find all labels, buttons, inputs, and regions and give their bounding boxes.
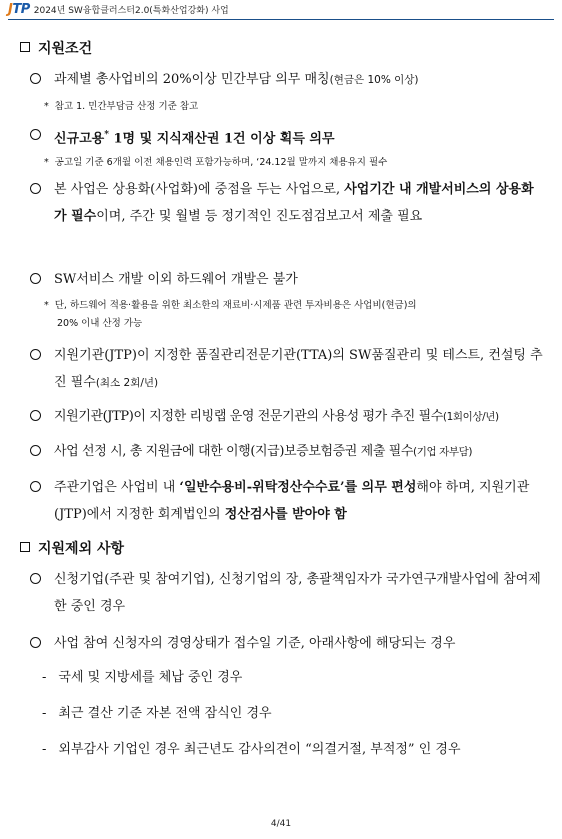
circle-bullet-icon xyxy=(30,183,41,194)
jtp-logo: JTP xyxy=(8,2,30,17)
list-item: SW서비스 개발 이외 하드웨어 개발은 불가 xyxy=(30,266,544,293)
list-item: 과제별 총사업비의 20%이상 민간부담 의무 매칭(현금은 10% 이상) xyxy=(30,66,544,94)
square-bullet-icon xyxy=(20,542,30,552)
circle-bullet-icon xyxy=(30,410,41,421)
dash-item: - 외부감사 기업인 경우 최근년도 감사의견이 “의결거절, 부적정” 인 경우 xyxy=(42,742,461,757)
list-item: 본 사업은 상용화(사업화)에 중점을 두는 사업으로, 사업기간 내 개발서비스의 상용화가 필수이며, 주간 및 월별 등 정기적인 진도점검보고서 제출 필요 xyxy=(30,176,544,230)
list-item: 신청기업(주관 및 참여기업), 신청기업의 장, 총괄책임자가 국가연구개발사업에 참여제한 중인 경우 xyxy=(30,566,544,620)
note: * 공고일 기준 6개월 이전 채용인력 포함가능하며, ‘24.12월 말까지 채용유지 필수 xyxy=(44,157,388,168)
circle-bullet-icon xyxy=(30,481,41,492)
circle-bullet-icon xyxy=(30,73,41,84)
section-heading-exclusions: 지원제외 사항 xyxy=(20,538,562,558)
header-divider xyxy=(8,19,554,20)
note: * 단, 하드웨어 적용·활용을 위한 최소한의 재료비·시제품 관련 투자비용은 사업비(현금)의 20% 이내 산정 가능 xyxy=(44,300,417,329)
list-item: 주관기업은 사업비 내 ‘일반수용비-위탁정산수수료’를 의무 편성해야 하며, 지원기관(JTP)에서 지정한 회계법인의 정산검사를 받아야 함 xyxy=(30,474,544,528)
list-item: 사업 선정 시, 총 지원금에 대한 이행(지급)보증보험증권 제출 필수(기업 자부담) xyxy=(30,438,544,466)
document-header xyxy=(8,2,229,17)
circle-bullet-icon xyxy=(30,573,41,584)
circle-bullet-icon xyxy=(30,637,41,648)
list-item: 지원기관(JTP)이 지정한 리빙랩 운영 전문기관의 사용성 평가 추진 필수(1회이상/년) xyxy=(30,403,544,431)
circle-bullet-icon xyxy=(30,349,41,360)
section-heading-conditions: 지원조건 xyxy=(20,38,562,58)
list-item: 사업 참여 신청자의 경영상태가 접수일 기준, 아래사항에 해당되는 경우 xyxy=(30,630,544,657)
square-bullet-icon xyxy=(20,42,30,52)
page-number: 4/41 xyxy=(270,819,292,829)
list-item: 지원기관(JTP)이 지정한 품질관리전문기관(TTA)의 SW품질관리 및 테스트, 컨설팅 추진 필수(최소 2회/년) xyxy=(30,342,544,397)
dash-item: - 국세 및 지방세를 체납 중인 경우 xyxy=(42,670,243,685)
circle-bullet-icon xyxy=(30,129,41,140)
dash-item: - 최근 결산 기준 자본 전액 잠식인 경우 xyxy=(42,706,272,721)
list-item: 신규고용* 1명 및 지식재산권 1건 이상 획득 의무 xyxy=(30,122,544,152)
circle-bullet-icon xyxy=(30,445,41,456)
circle-bullet-icon xyxy=(30,273,41,284)
note: * 참고 1. 민간부담금 산정 기준 참고 xyxy=(44,101,199,112)
header-title: 2024년 SW융합클러스터2.0(특화산업강화) 사업 xyxy=(33,6,229,16)
